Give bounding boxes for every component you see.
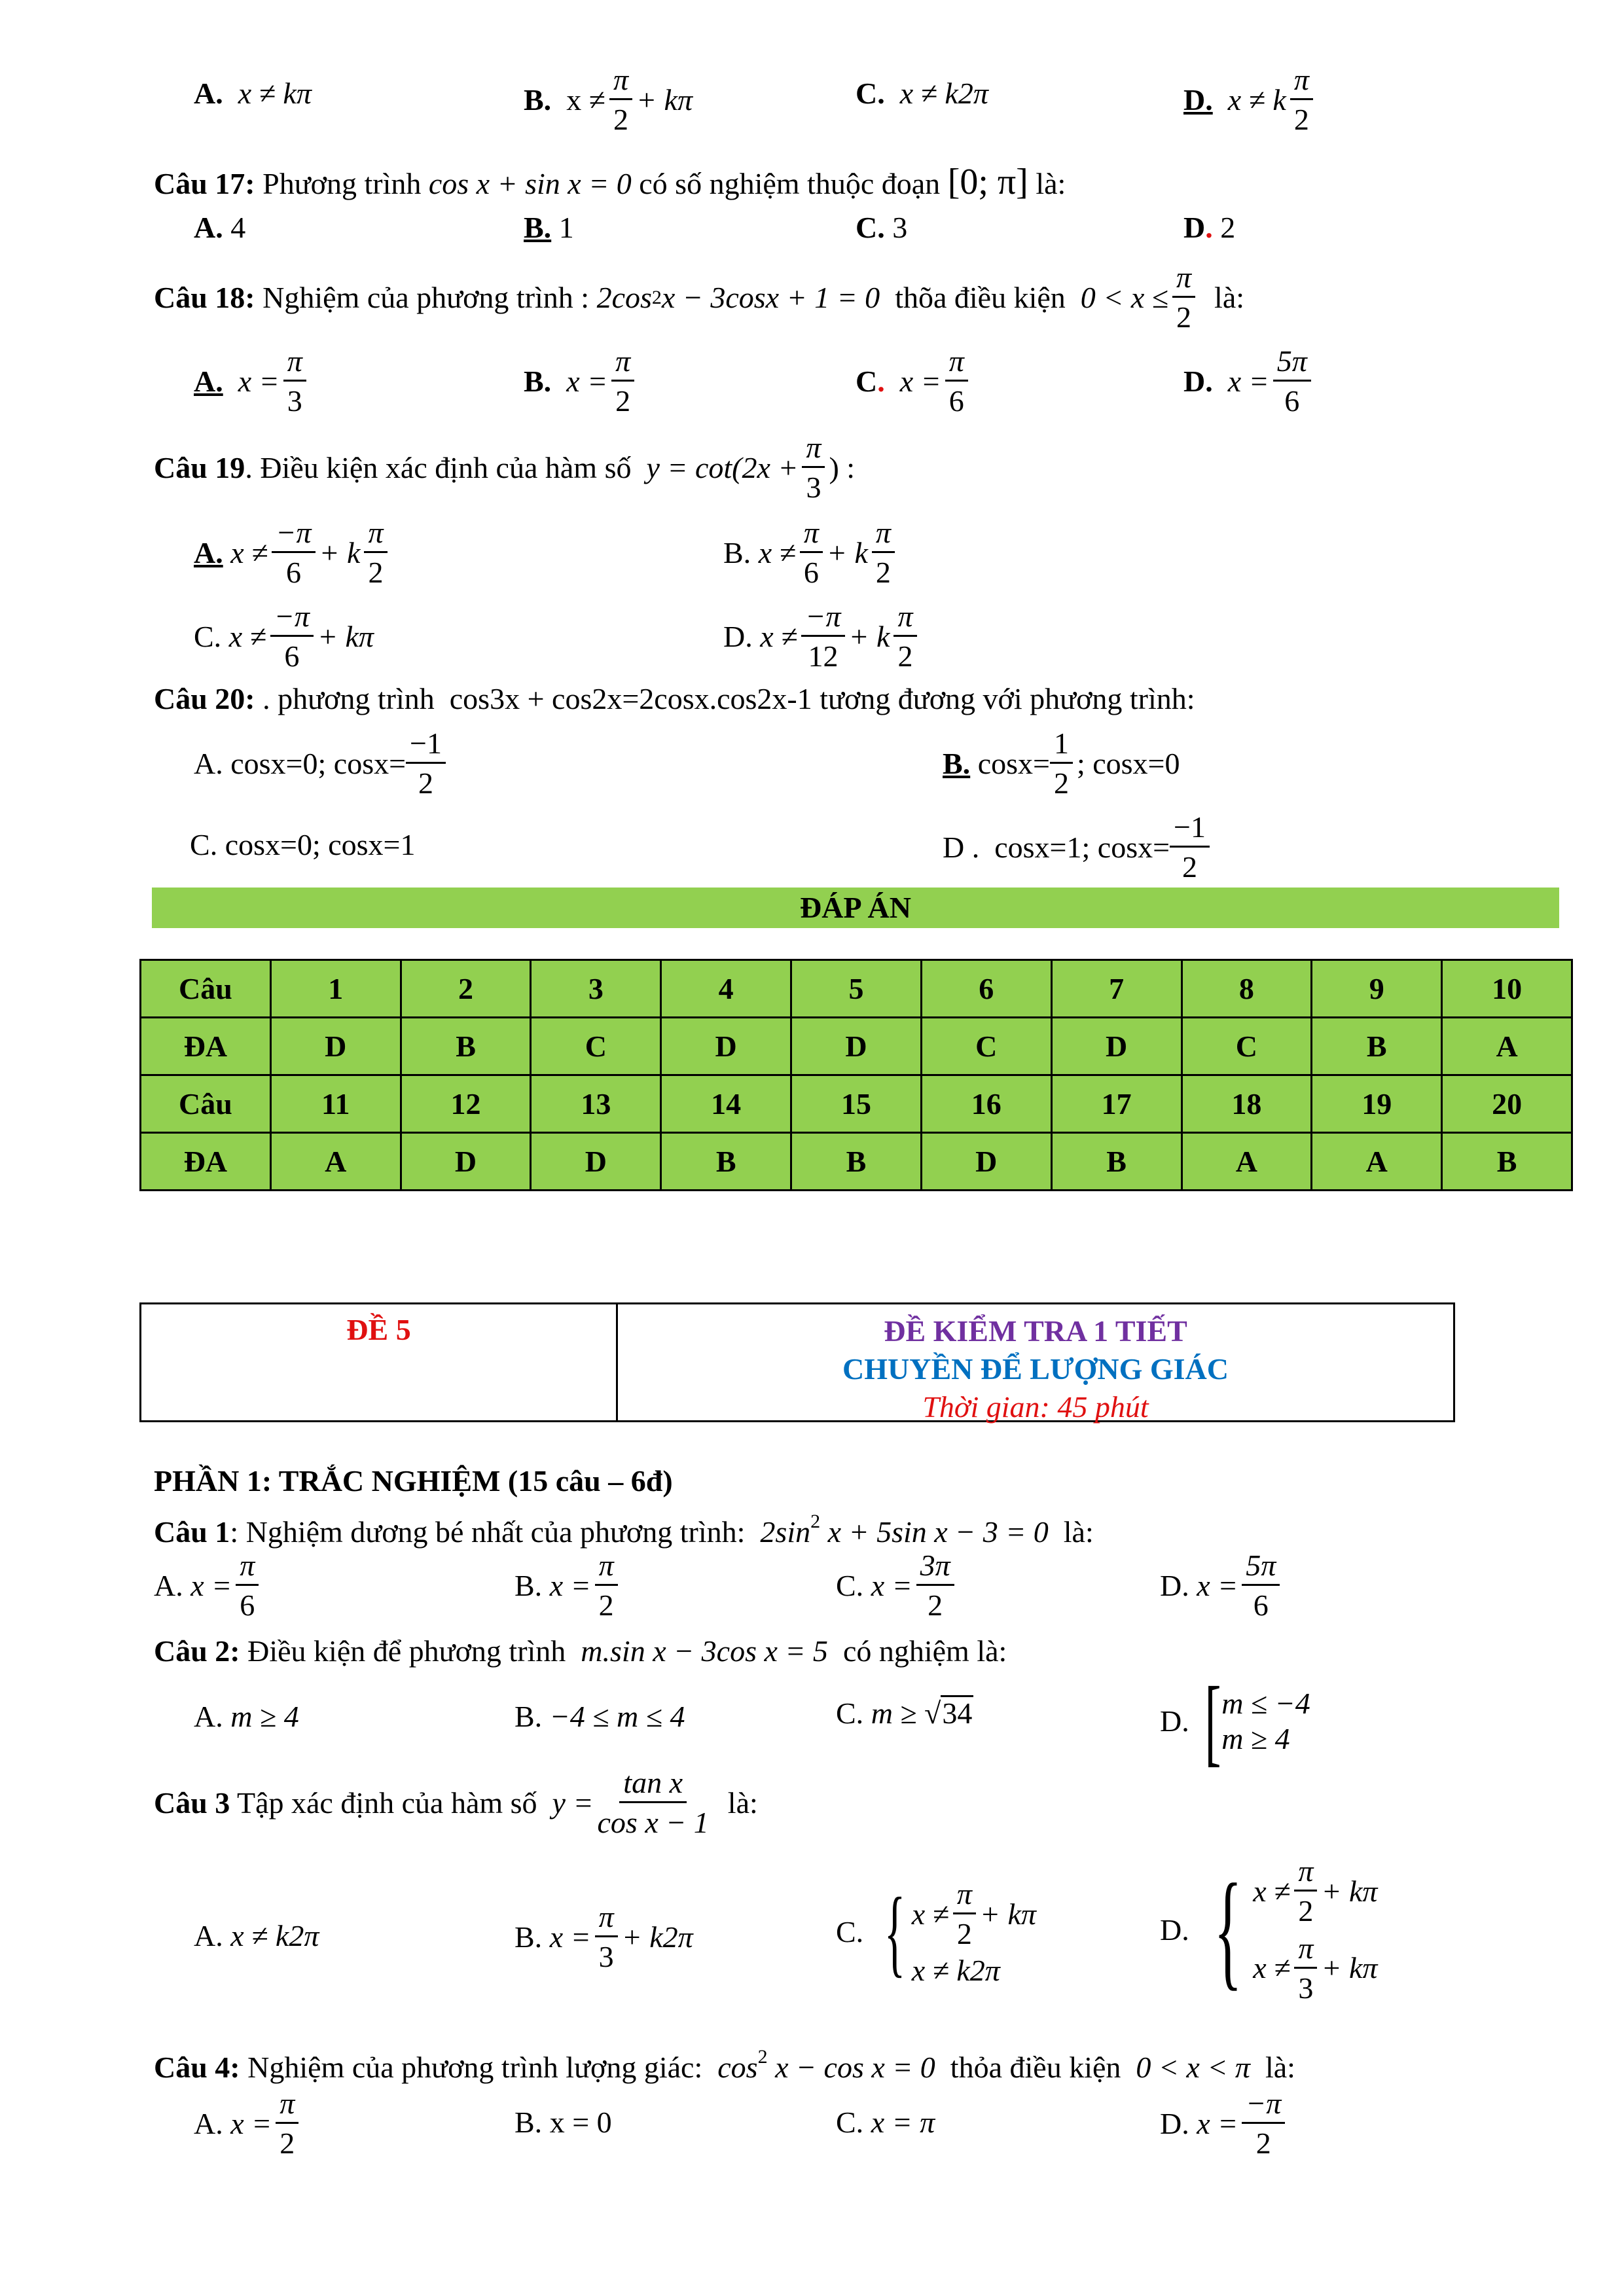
exam-title: ĐỀ KIỂM TRA 1 TIẾT: [884, 1314, 1187, 1348]
exam-header: [139, 1302, 1455, 1422]
exam-topic: CHUYỀN ĐỂ LƯỢNG GIÁC: [842, 1352, 1229, 1386]
p2-option-b: B. −4 ≤ m ≤ 4: [514, 1700, 685, 1733]
q18-option-a: A. x = $\frac{\pi}{3}$: [194, 346, 310, 418]
q18-option-d: D. x = $\frac{5\pi}{6}$: [1183, 346, 1315, 418]
q19-option-a: A. x ≠ $\frac{-\pi}{6}$ + k $\frac{\pi}{2}$: [194, 517, 391, 589]
answer-key-title: ĐÁP ÁN: [152, 888, 1559, 928]
q17-option-d: D. 2: [1183, 211, 1236, 244]
q16-option-a: A. x ≠ kπ: [194, 77, 312, 110]
p1-option-d: D. x = $\frac{5\pi}{6}$: [1160, 1550, 1284, 1622]
q19-option-b: B. x ≠ $\frac{\pi}{6}$ + k $\frac{\pi}{2}$: [723, 517, 899, 589]
p4-stem: Câu 4: Nghiệm của phương trình lượng giác: $\cos^2 x - \cos x = 0$ thỏa điều kiện 0 < x < π là:: [154, 2046, 1295, 2084]
p1-option-a: A. x = $\frac{\pi}{6}$: [154, 1550, 262, 1622]
p4-option-b: B. x = 0: [514, 2106, 612, 2139]
q20-option-a: A . cosx=0; cosx= $\frac{-1}{2}$: [194, 728, 450, 800]
table-row: Câu 1 2 3 4 5 6 7 8 9 10: [141, 960, 1572, 1018]
p3-option-b: B. x = $\frac{\pi}{3}$ + k2π: [514, 1900, 693, 1974]
q19-stem: Câu 19 . Điều kiện xác định của hàm số y = cot(2x + $\frac{\pi}{3}$ ) :: [154, 431, 856, 505]
p1-option-b: B. x = $\frac{\pi}{2}$: [514, 1550, 622, 1622]
exam-duration: Thời gian: 45 phút: [922, 1390, 1149, 1424]
q17-option-a: A. 4: [194, 211, 246, 244]
q17-option-b: B. 1: [524, 211, 574, 244]
p3-option-d: D. { x ≠ $\frac{\pi}{2}$ + kπ x ≠ $\frac{\pi}{3}$ + kπ: [1160, 1854, 1378, 2005]
p2-option-d: D. [ m ≤ −4 m ≥ 4: [1160, 1667, 1310, 1776]
q16-option-d: D. x ≠ k $\frac{\pi}{2}$: [1183, 64, 1317, 136]
q16-option-b: B. x ≠ $\frac{\pi}{2}$ + kπ: [524, 63, 693, 137]
part1-title: PHẦN 1: TRẮC NGHIỆM (15 câu – 6đ): [154, 1464, 673, 1498]
q18-option-c: C. x = $\frac{\pi}{6}$: [856, 346, 972, 418]
p1-stem: Câu 1: Nghiệm dương bé nhất của phương trình: $2\sin^2$ x + 5sin x − 3 = 0 là:: [154, 1511, 1094, 1549]
q20-option-c: C. cosx=0; cosx=1: [190, 828, 416, 861]
p1-option-c: C. x = $\frac{3\pi}{2}$: [836, 1550, 958, 1622]
exam-number: ĐỀ 5: [141, 1304, 618, 1420]
q17-option-c: C. 3: [856, 211, 908, 244]
answer-key-table: [139, 959, 1573, 1191]
exam-title-block: [618, 1304, 1453, 1424]
table-row: Câu 11 12 13 14 15 16 17 18 19 20: [141, 1075, 1572, 1133]
q19-option-d: D. x ≠ $\frac{-\pi}{12}$ + k $\frac{\pi}{2}$: [723, 601, 921, 673]
table-row: ĐA A D D B B D B A A B: [141, 1133, 1572, 1191]
q18-stem: Câu 18: Nghiệm của phương trình : 2cos 2 x − 3cosx + 1 = 0 thõa điều kiện 0 < x ≤ $\frac{\pi}{2}$ là:: [154, 260, 1245, 334]
p3-option-c: C. { x ≠ $\frac{\pi}{2}$ + kπ x ≠ k2π: [836, 1877, 1036, 1987]
q18-option-b: B. x = $\frac{\pi}{2}$: [524, 346, 638, 418]
q17-stem: Câu 17: Phương trình cos x + sin x = 0 có số nghiệm thuộc đoạn [0; π] là:: [154, 162, 1066, 202]
p2-option-c: C. m ≥ √ 34: [836, 1696, 973, 1730]
p4-option-d: D. x = $\frac{-\pi}{2}$: [1160, 2088, 1289, 2160]
p3-option-a: A. x ≠ k2π: [194, 1919, 319, 1952]
p4-option-a: A. x = $\frac{\pi}{2}$: [194, 2088, 302, 2160]
p4-option-c: C. x = π: [836, 2106, 935, 2139]
p2-option-a: A. m ≥ 4: [194, 1700, 299, 1733]
q20-stem: Câu 20: . phương trình cos3x + cos2x=2cosx.cos2x-1 tương đương với phương trình:: [154, 682, 1195, 715]
p3-stem: Câu 3 Tập xác định của hàm số y = $\frac{\text{tan x}}{\text{cos x − 1}}$ là:: [154, 1766, 758, 1840]
p2-stem: Câu 2: Điều kiện để phương trình m.sin x − 3cos x = 5 có nghiệm là:: [154, 1634, 1007, 1668]
table-row: ĐA D B C D D C D C B A: [141, 1018, 1572, 1075]
q19-option-c: C. x ≠ $\frac{-\pi}{6}$ + kπ: [194, 600, 374, 673]
q16-option-c: C. x ≠ k2π: [856, 77, 988, 110]
q20-option-d: D . cosx=1; cosx= $\frac{-1}{2}$: [943, 812, 1214, 884]
q20-option-b: B. cosx= $\frac{1}{2}$ ; cosx=0: [943, 726, 1180, 800]
